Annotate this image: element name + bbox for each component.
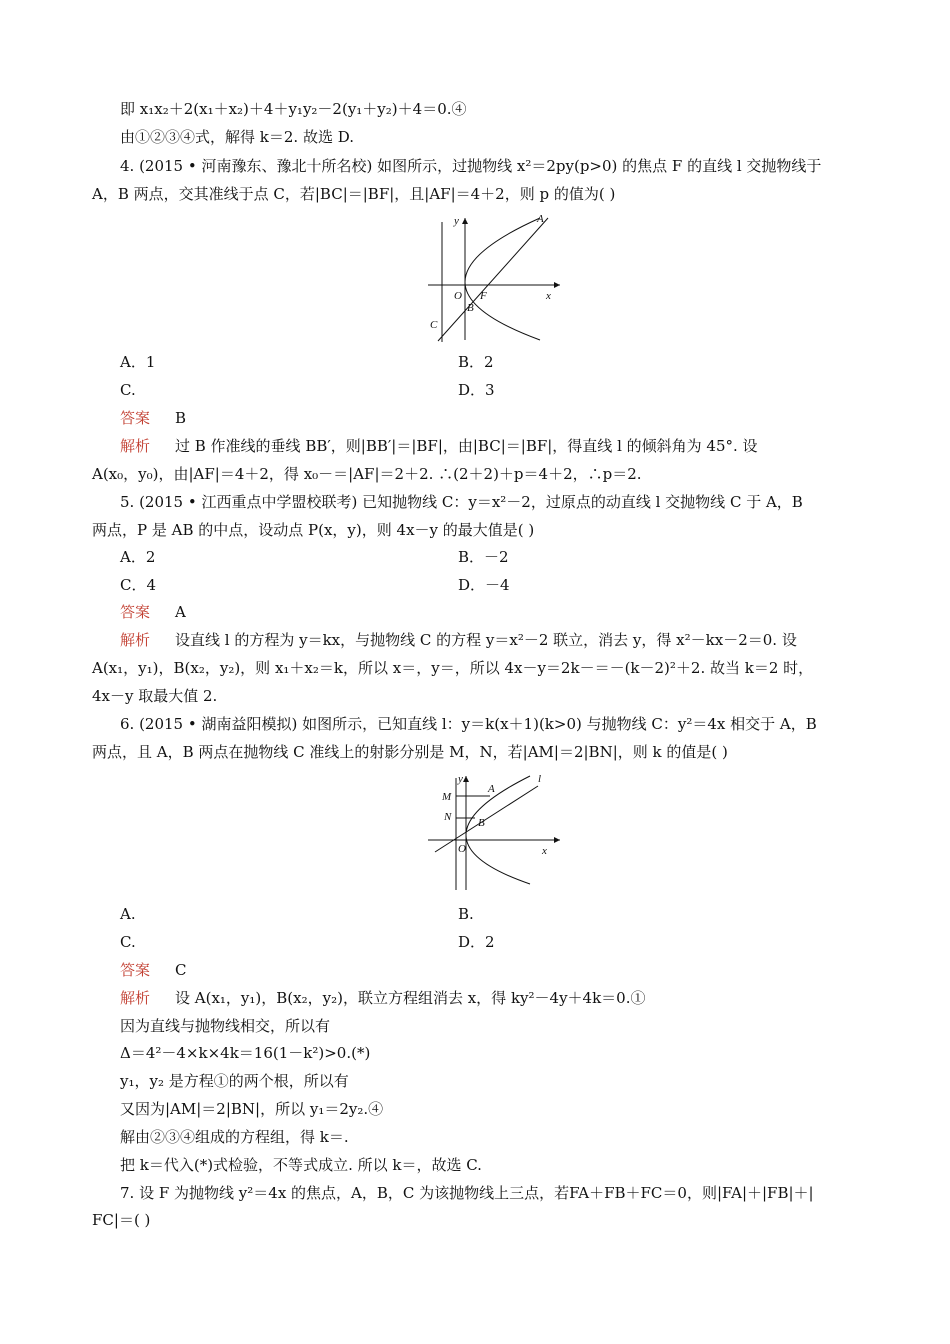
- option-a: A．1: [120, 353, 156, 371]
- option-c: C.: [120, 381, 136, 399]
- option-c: C．4: [120, 576, 157, 594]
- option-d: D．－4: [458, 576, 510, 594]
- analysis-text: 过 B 作准线的垂线 BB′，则|BB′|＝|BF|，由|BC|＝|BF|，得直线 l 的倾斜角为 45°. 设: [175, 437, 758, 455]
- analysis-text: 设直线 l 的方程为 y＝kx，与抛物线 C 的方程 y＝x²－2 联立，消去 y，得 x²－kx－2＝0. 设: [175, 631, 797, 649]
- analysis-label: 解析: [120, 631, 151, 649]
- label-A: A: [488, 783, 495, 795]
- analysis-text: y₁，y₂ 是方程①的两个根，所以有: [120, 1072, 349, 1090]
- label-M: M: [442, 791, 452, 803]
- answer-value: C: [175, 961, 187, 979]
- label-l: l: [538, 773, 542, 785]
- option-c: C.: [120, 933, 136, 951]
- answer-value: A: [175, 603, 186, 621]
- label-F: F: [480, 290, 487, 302]
- question-7-stem: 7. 设 F 为抛物线 y²＝4x 的焦点，A，B，C 为该抛物线上三点，若FA＋FB＋FC＝0，则|FA|＋|FB|＋|: [120, 1184, 814, 1202]
- question-5-stem: 5. (2015 • 江西重点中学盟校联考) 已知抛物线 C：y＝x²－2，过原点的动直线 l 交抛物线 C 于 A，B: [120, 493, 803, 511]
- answer-label: 答案: [120, 603, 151, 621]
- label-O: O: [454, 290, 462, 302]
- label-y: y: [458, 773, 463, 785]
- label-N: N: [444, 811, 452, 823]
- analysis-label: 解析: [120, 437, 151, 455]
- analysis-label: 解析: [120, 989, 151, 1007]
- analysis-text: 设 A(x₁，y₁)，B(x₂，y₂)，联立方程组消去 x，得 ky²－4y＋4k＝0.①: [175, 989, 646, 1007]
- question-5-stem: 两点，P 是 AB 的中点，设动点 P(x，y)，则 4x－y 的最大值是( ): [92, 521, 535, 539]
- label-B: B: [478, 817, 485, 829]
- analysis-text: 解由②③④组成的方程组，得 k＝.: [120, 1128, 349, 1146]
- text-line: 即 x₁x₂＋2(x₁＋x₂)＋4＋y₁y₂－2(y₁＋y₂)＋4＝0.④: [120, 100, 467, 118]
- label-B: B: [467, 302, 474, 314]
- figure-1-parabola: [420, 210, 570, 345]
- label-A: A: [537, 213, 544, 225]
- option-a: A.: [120, 905, 136, 923]
- label-C: C: [430, 319, 438, 331]
- label-x: x: [542, 845, 547, 857]
- analysis-text: 又因为|AM|＝2|BN|，所以 y₁＝2y₂.④: [120, 1100, 384, 1118]
- option-b: B.: [458, 905, 474, 923]
- label-O: O: [458, 843, 466, 855]
- analysis-text: A(x₀，y₀)，由|AF|＝4＋2，得 x₀－＝|AF|＝2＋2. ∴(2＋2)＋p＝4＋2，∴p＝2.: [92, 465, 642, 483]
- label-y: y: [454, 215, 459, 227]
- question-6-stem: 两点，且 A，B 两点在抛物线 C 准线上的射影分别是 M，N，若|AM|＝2|BN|，则 k 的值是( ): [92, 743, 728, 761]
- option-b: B．－2: [458, 548, 509, 566]
- option-b: B．2: [458, 353, 494, 371]
- analysis-text: 因为直线与抛物线相交，所以有: [120, 1017, 331, 1035]
- analysis-text: A(x₁，y₁)，B(x₂，y₂)，则 x₁＋x₂＝k，所以 x＝，y＝，所以 4x－y＝2k－＝－(k－2)²＋2. 故当 k＝2 时，: [92, 659, 814, 677]
- label-x: x: [546, 290, 551, 302]
- option-d: D．3: [458, 381, 495, 399]
- answer-label: 答案: [120, 961, 151, 979]
- answer-value: B: [175, 409, 187, 427]
- analysis-text: 4x－y 取最大值 2.: [92, 687, 218, 705]
- question-7-stem: FC|＝( ): [92, 1211, 151, 1229]
- option-a: A．2: [120, 548, 156, 566]
- text-line: 由①②③④式，解得 k＝2. 故选 D.: [120, 128, 354, 146]
- question-4-stem: A，B 两点，交其准线于点 C，若|BC|＝|BF|，且|AF|＝4＋2，则 p 的值为( ): [92, 185, 616, 203]
- question-6-stem: 6. (2015 • 湖南益阳模拟) 如图所示，已知直线 l：y＝k(x＋1)(k>0) 与抛物线 C：y²＝4x 相交于 A，B: [120, 715, 817, 733]
- answer-label: 答案: [120, 409, 151, 427]
- figure-2-parabola: [420, 770, 570, 895]
- option-d: D．2: [458, 933, 495, 951]
- analysis-text: Δ＝4²－4×k×4k＝16(1－k²)>0.(*): [120, 1044, 371, 1062]
- analysis-text: 把 k＝代入(*)式检验，不等式成立. 所以 k＝，故选 C.: [120, 1156, 482, 1174]
- question-4-stem: 4. (2015 • 河南豫东、豫北十所名校) 如图所示，过抛物线 x²＝2py(p>0) 的焦点 F 的直线 l 交抛物线于: [120, 157, 822, 175]
